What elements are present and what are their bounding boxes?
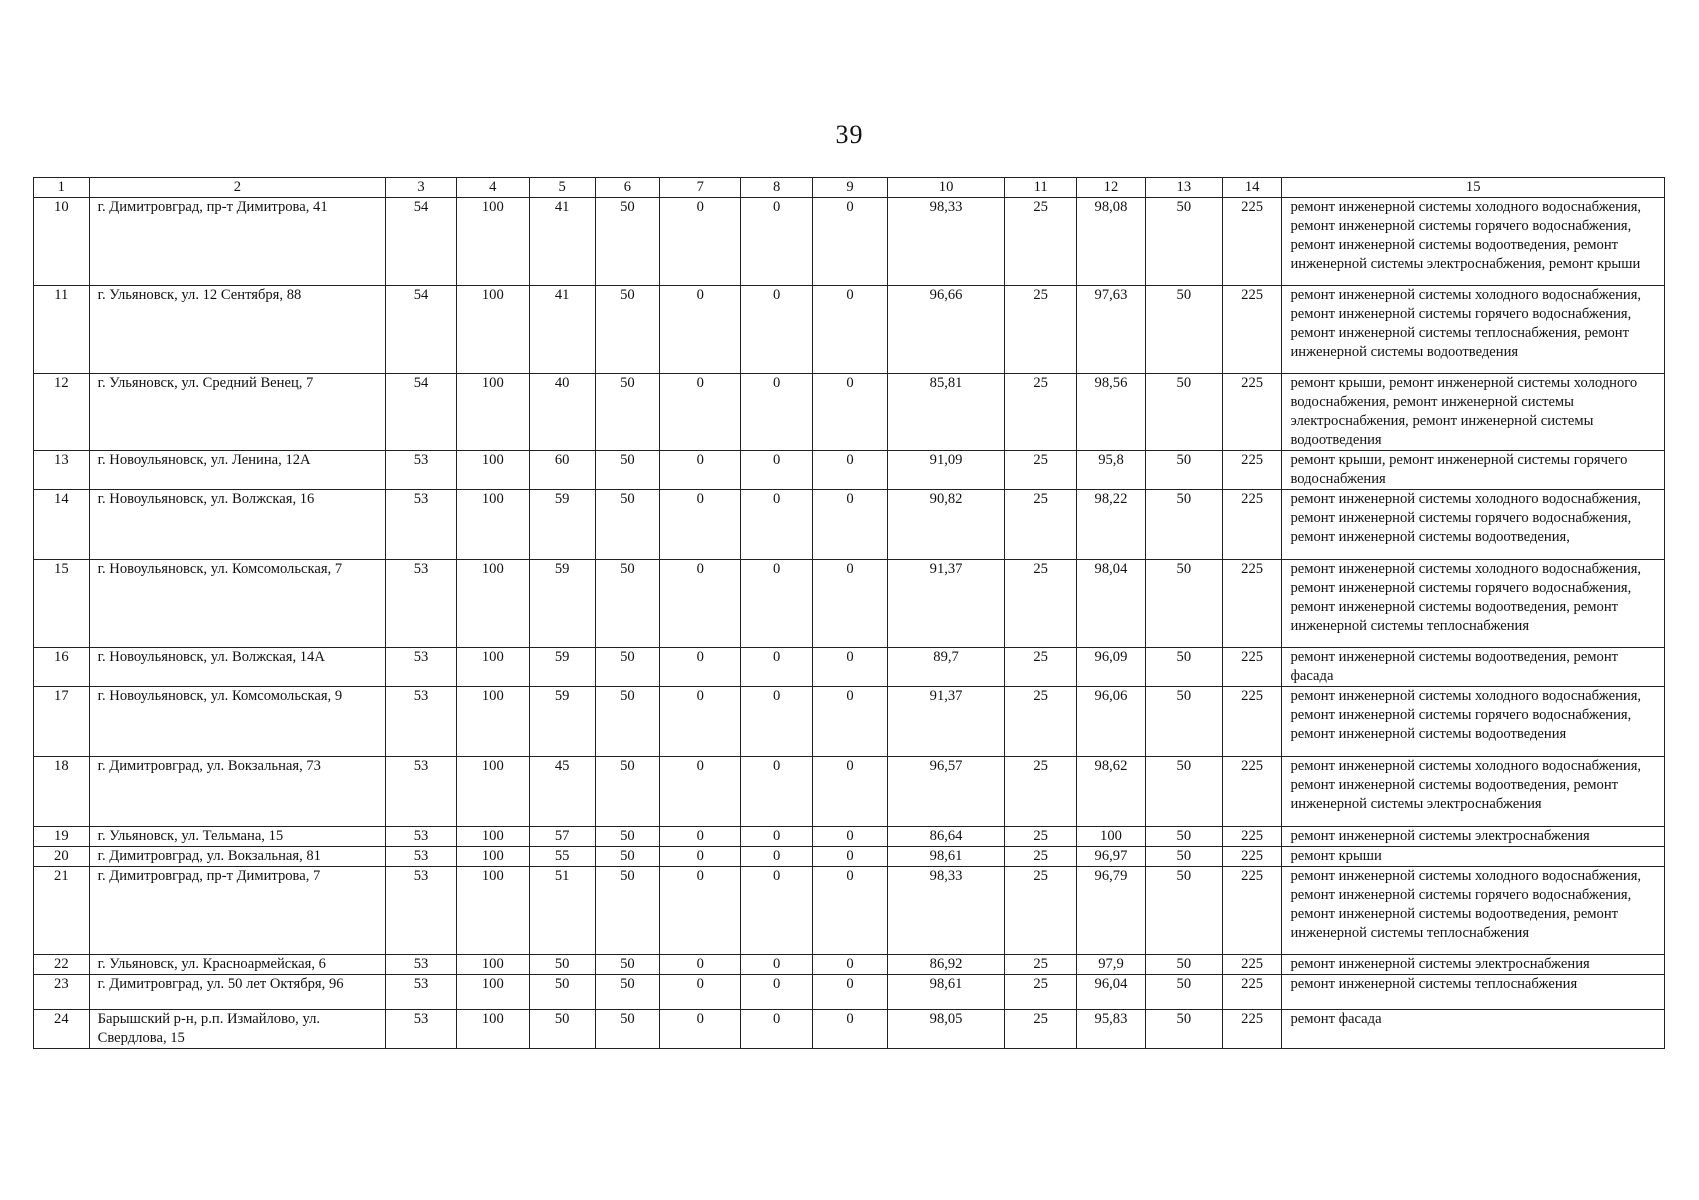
row-number: 10 [34,198,90,286]
column-header-5: 5 [529,178,595,198]
address: г. Димитровград, ул. 50 лет Октября, 96 [89,975,385,1010]
col-7-value: 0 [660,286,741,374]
col-5-value: 57 [529,827,595,847]
col-12-value: 96,79 [1077,867,1146,955]
col-7-value: 0 [660,867,741,955]
col-11-value: 25 [1005,560,1077,648]
address: г. Новоульяновск, ул. Комсомольская, 9 [89,687,385,757]
col-3-value: 53 [386,827,457,847]
col-11-value: 25 [1005,198,1077,286]
row-number: 24 [34,1010,90,1049]
column-header-3: 3 [386,178,457,198]
col-7-value: 0 [660,374,741,451]
col-9-value: 0 [813,648,888,687]
header-row [34,178,1665,198]
col-3-value: 53 [386,1010,457,1049]
work-description: ремонт фасада [1282,1010,1665,1049]
col-11-value: 25 [1005,955,1077,975]
col-8-value: 0 [741,490,813,560]
col-12-value: 95,8 [1077,451,1146,490]
col-5-value: 45 [529,757,595,827]
col-3-value: 53 [386,687,457,757]
col-8-value: 0 [741,451,813,490]
col-3-value: 54 [386,198,457,286]
col-4-value: 100 [456,827,529,847]
col-6-value: 50 [595,867,660,955]
col-14-value: 225 [1222,867,1282,955]
col-3-value: 53 [386,955,457,975]
col-9-value: 0 [813,867,888,955]
col-5-value: 59 [529,687,595,757]
row-number: 17 [34,687,90,757]
work-description: ремонт крыши, ремонт инженерной системы холодного водоснабжения, ремонт инженерной системы электроснабжения, ремонт инженерной системы водоотведения [1282,374,1665,451]
col-9-value: 0 [813,560,888,648]
column-header-10: 10 [887,178,1004,198]
address: Барышский р-н, р.п. Измайлово, ул. Свердлова, 15 [89,1010,385,1049]
col-14-value: 225 [1222,286,1282,374]
col-7-value: 0 [660,1010,741,1049]
col-9-value: 0 [813,451,888,490]
table-row [34,687,1665,757]
table-row [34,451,1665,490]
col-12-value: 98,22 [1077,490,1146,560]
work-description: ремонт крыши, ремонт инженерной системы горячего водоснабжения [1282,451,1665,490]
col-4-value: 100 [456,975,529,1010]
col-14-value: 225 [1222,451,1282,490]
data-table-container [33,177,1665,1049]
col-10-value: 90,82 [887,490,1004,560]
col-10-value: 98,33 [887,198,1004,286]
col-12-value: 98,62 [1077,757,1146,827]
col-3-value: 53 [386,648,457,687]
col-5-value: 50 [529,1010,595,1049]
col-8-value: 0 [741,198,813,286]
col-9-value: 0 [813,490,888,560]
col-6-value: 50 [595,827,660,847]
col-5-value: 40 [529,374,595,451]
col-8-value: 0 [741,687,813,757]
col-12-value: 98,04 [1077,560,1146,648]
row-number: 16 [34,648,90,687]
col-12-value: 97,63 [1077,286,1146,374]
col-8-value: 0 [741,374,813,451]
table-row [34,867,1665,955]
row-number: 23 [34,975,90,1010]
col-13-value: 50 [1145,975,1222,1010]
col-14-value: 225 [1222,975,1282,1010]
col-13-value: 50 [1145,490,1222,560]
col-6-value: 50 [595,374,660,451]
col-13-value: 50 [1145,1010,1222,1049]
address: г. Новоульяновск, ул. Волжская, 14А [89,648,385,687]
col-12-value: 95,83 [1077,1010,1146,1049]
work-description: ремонт инженерной системы холодного водоснабжения, ремонт инженерной системы горячего водоснабжения, ремонт инженерной системы водоотведения, ремонт инженерной системы теплоснабжения [1282,867,1665,955]
col-3-value: 53 [386,560,457,648]
col-4-value: 100 [456,687,529,757]
col-11-value: 25 [1005,1010,1077,1049]
col-5-value: 50 [529,955,595,975]
col-4-value: 100 [456,560,529,648]
col-8-value: 0 [741,975,813,1010]
table-row [34,198,1665,286]
col-10-value: 98,05 [887,1010,1004,1049]
work-description: ремонт инженерной системы теплоснабжения [1282,975,1665,1010]
row-number: 15 [34,560,90,648]
col-12-value: 96,06 [1077,687,1146,757]
col-6-value: 50 [595,198,660,286]
col-9-value: 0 [813,1010,888,1049]
page-number: 39 [835,120,864,149]
col-9-value: 0 [813,757,888,827]
col-14-value: 225 [1222,490,1282,560]
address: г. Димитровград, пр-т Димитрова, 41 [89,198,385,286]
row-number: 14 [34,490,90,560]
col-7-value: 0 [660,490,741,560]
col-14-value: 225 [1222,560,1282,648]
row-number: 19 [34,827,90,847]
col-3-value: 53 [386,757,457,827]
table-row [34,648,1665,687]
col-7-value: 0 [660,648,741,687]
work-description: ремонт инженерной системы холодного водоснабжения, ремонт инженерной системы горячего водоснабжения, ремонт инженерной системы теплоснабжения, ремонт инженерной системы водоотведения [1282,286,1665,374]
col-13-value: 50 [1145,867,1222,955]
column-header-14: 14 [1222,178,1282,198]
row-number: 13 [34,451,90,490]
col-5-value: 59 [529,648,595,687]
col-13-value: 50 [1145,648,1222,687]
col-9-value: 0 [813,286,888,374]
col-11-value: 25 [1005,451,1077,490]
row-number: 21 [34,867,90,955]
col-13-value: 50 [1145,374,1222,451]
col-6-value: 50 [595,955,660,975]
table-row [34,490,1665,560]
col-4-value: 100 [456,648,529,687]
col-13-value: 50 [1145,687,1222,757]
col-7-value: 0 [660,757,741,827]
col-14-value: 225 [1222,955,1282,975]
col-5-value: 41 [529,198,595,286]
col-3-value: 53 [386,490,457,560]
col-10-value: 96,66 [887,286,1004,374]
col-12-value: 97,9 [1077,955,1146,975]
col-13-value: 50 [1145,198,1222,286]
col-13-value: 50 [1145,560,1222,648]
col-8-value: 0 [741,560,813,648]
address: г. Ульяновск, ул. Красноармейская, 6 [89,955,385,975]
address: г. Димитровград, ул. Вокзальная, 73 [89,757,385,827]
col-5-value: 59 [529,560,595,648]
address: г. Ульяновск, ул. Тельмана, 15 [89,827,385,847]
col-3-value: 54 [386,286,457,374]
work-description: ремонт инженерной системы водоотведения, ремонт фасада [1282,648,1665,687]
col-7-value: 0 [660,847,741,867]
col-3-value: 53 [386,451,457,490]
col-8-value: 0 [741,286,813,374]
table-header [34,178,1665,198]
address: г. Димитровград, пр-т Димитрова, 7 [89,867,385,955]
col-9-value: 0 [813,975,888,1010]
column-header-7: 7 [660,178,741,198]
column-header-9: 9 [813,178,888,198]
column-header-6: 6 [595,178,660,198]
col-8-value: 0 [741,847,813,867]
work-description: ремонт инженерной системы электроснабжения [1282,955,1665,975]
address: г. Новоульяновск, ул. Ленина, 12А [89,451,385,490]
col-8-value: 0 [741,827,813,847]
col-11-value: 25 [1005,490,1077,560]
col-14-value: 225 [1222,648,1282,687]
col-4-value: 100 [456,286,529,374]
col-5-value: 50 [529,975,595,1010]
col-4-value: 100 [456,198,529,286]
column-header-12: 12 [1077,178,1146,198]
col-4-value: 100 [456,955,529,975]
col-13-value: 50 [1145,286,1222,374]
col-3-value: 53 [386,867,457,955]
col-14-value: 225 [1222,687,1282,757]
table-row [34,374,1665,451]
col-6-value: 50 [595,975,660,1010]
col-4-value: 100 [456,757,529,827]
col-9-value: 0 [813,687,888,757]
table-body [34,198,1665,1049]
row-number: 11 [34,286,90,374]
col-14-value: 225 [1222,1010,1282,1049]
column-header-11: 11 [1005,178,1077,198]
table-row [34,975,1665,1010]
col-5-value: 51 [529,867,595,955]
col-4-value: 100 [456,847,529,867]
col-13-value: 50 [1145,451,1222,490]
col-9-value: 0 [813,198,888,286]
col-5-value: 41 [529,286,595,374]
table-row [34,847,1665,867]
col-8-value: 0 [741,757,813,827]
work-description: ремонт крыши [1282,847,1665,867]
col-9-value: 0 [813,827,888,847]
col-11-value: 25 [1005,648,1077,687]
col-4-value: 100 [456,490,529,560]
col-8-value: 0 [741,648,813,687]
col-10-value: 98,61 [887,975,1004,1010]
col-12-value: 96,04 [1077,975,1146,1010]
column-header-4: 4 [456,178,529,198]
col-10-value: 91,37 [887,560,1004,648]
column-header-2: 2 [89,178,385,198]
col-6-value: 50 [595,560,660,648]
data-table [33,177,1665,1049]
col-7-value: 0 [660,955,741,975]
col-14-value: 225 [1222,374,1282,451]
col-9-value: 0 [813,847,888,867]
col-4-value: 100 [456,451,529,490]
col-14-value: 225 [1222,757,1282,827]
col-14-value: 225 [1222,847,1282,867]
col-4-value: 100 [456,867,529,955]
col-9-value: 0 [813,374,888,451]
col-13-value: 50 [1145,827,1222,847]
col-12-value: 98,56 [1077,374,1146,451]
col-4-value: 100 [456,1010,529,1049]
col-10-value: 91,37 [887,687,1004,757]
table-row [34,757,1665,827]
table-row [34,827,1665,847]
work-description: ремонт инженерной системы холодного водоснабжения, ремонт инженерной системы водоотведения, ремонт инженерной системы электроснабжения [1282,757,1665,827]
work-description: ремонт инженерной системы холодного водоснабжения, ремонт инженерной системы горячего водоснабжения, ремонт инженерной системы водоотведения, ремонт инженерной системы теплоснабжения [1282,560,1665,648]
col-10-value: 86,92 [887,955,1004,975]
col-3-value: 53 [386,975,457,1010]
table-row [34,955,1665,975]
col-7-value: 0 [660,687,741,757]
col-6-value: 50 [595,286,660,374]
col-7-value: 0 [660,560,741,648]
work-description: ремонт инженерной системы холодного водоснабжения, ремонт инженерной системы горячего водоснабжения, ремонт инженерной системы водоотведения [1282,687,1665,757]
col-8-value: 0 [741,955,813,975]
col-11-value: 25 [1005,757,1077,827]
col-6-value: 50 [595,757,660,827]
column-header-8: 8 [741,178,813,198]
row-number: 20 [34,847,90,867]
col-10-value: 86,64 [887,827,1004,847]
col-5-value: 60 [529,451,595,490]
address: г. Ульяновск, ул. Средний Венец, 7 [89,374,385,451]
col-9-value: 0 [813,955,888,975]
col-6-value: 50 [595,687,660,757]
col-8-value: 0 [741,1010,813,1049]
column-header-13: 13 [1145,178,1222,198]
col-10-value: 85,81 [887,374,1004,451]
col-11-value: 25 [1005,867,1077,955]
col-10-value: 89,7 [887,648,1004,687]
work-description: ремонт инженерной системы электроснабжения [1282,827,1665,847]
table-row [34,286,1665,374]
col-10-value: 96,57 [887,757,1004,827]
col-13-value: 50 [1145,955,1222,975]
col-13-value: 50 [1145,757,1222,827]
col-14-value: 225 [1222,827,1282,847]
work-description: ремонт инженерной системы холодного водоснабжения, ремонт инженерной системы горячего водоснабжения, ремонт инженерной системы водоотведения, ремонт инженерной системы электроснабжения, ремонт крыши [1282,198,1665,286]
col-11-value: 25 [1005,374,1077,451]
address: г. Ульяновск, ул. 12 Сентября, 88 [89,286,385,374]
col-6-value: 50 [595,847,660,867]
col-10-value: 98,61 [887,847,1004,867]
col-11-value: 25 [1005,286,1077,374]
col-8-value: 0 [741,867,813,955]
address: г. Новоульяновск, ул. Комсомольская, 7 [89,560,385,648]
work-description: ремонт инженерной системы холодного водоснабжения, ремонт инженерной системы горячего водоснабжения, ремонт инженерной системы водоотведения, [1282,490,1665,560]
col-11-value: 25 [1005,847,1077,867]
col-14-value: 225 [1222,198,1282,286]
col-7-value: 0 [660,451,741,490]
col-7-value: 0 [660,975,741,1010]
col-10-value: 91,09 [887,451,1004,490]
col-11-value: 25 [1005,975,1077,1010]
col-5-value: 59 [529,490,595,560]
col-13-value: 50 [1145,847,1222,867]
table-row [34,1010,1665,1049]
col-3-value: 54 [386,374,457,451]
col-6-value: 50 [595,490,660,560]
col-5-value: 55 [529,847,595,867]
col-12-value: 96,97 [1077,847,1146,867]
address: г. Новоульяновск, ул. Волжская, 16 [89,490,385,560]
col-12-value: 98,08 [1077,198,1146,286]
col-10-value: 98,33 [887,867,1004,955]
row-number: 22 [34,955,90,975]
col-12-value: 96,09 [1077,648,1146,687]
col-12-value: 100 [1077,827,1146,847]
col-3-value: 53 [386,847,457,867]
column-header-15: 15 [1282,178,1665,198]
col-6-value: 50 [595,648,660,687]
table-row [34,560,1665,648]
col-7-value: 0 [660,198,741,286]
col-7-value: 0 [660,827,741,847]
address: г. Димитровград, ул. Вокзальная, 81 [89,847,385,867]
col-4-value: 100 [456,374,529,451]
col-11-value: 25 [1005,687,1077,757]
column-header-1: 1 [34,178,90,198]
col-6-value: 50 [595,1010,660,1049]
row-number: 18 [34,757,90,827]
row-number: 12 [34,374,90,451]
col-11-value: 25 [1005,827,1077,847]
col-6-value: 50 [595,451,660,490]
